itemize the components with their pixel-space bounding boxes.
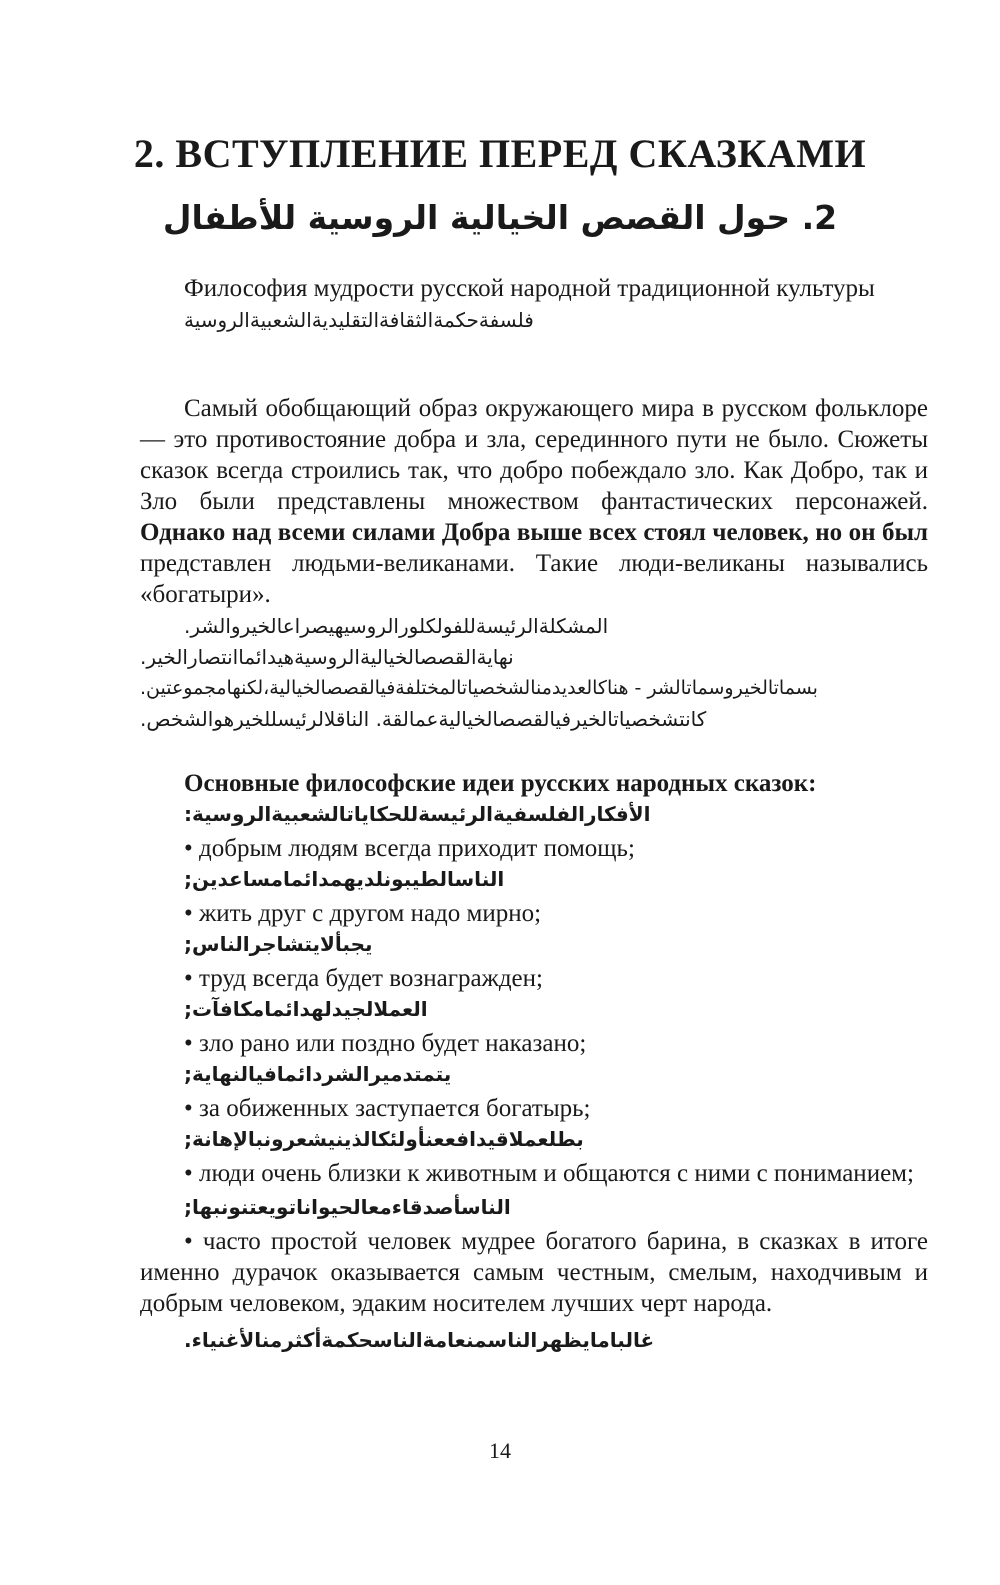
paragraph-arabic-block bbox=[140, 611, 928, 735]
idea-russian: • труд всегда будет вознагражден; bbox=[184, 965, 543, 992]
idea-russian: • жить друг с другом надо мирно; bbox=[184, 900, 542, 927]
paragraph-text-2: представлен людьми-великанами. Такие люди-великаны назывались «богатыри». bbox=[140, 550, 928, 608]
idea-arabic: يتمتدميرالشردائمافيالنهاية; bbox=[184, 1062, 452, 1086]
main-paragraph-russian bbox=[140, 393, 928, 610]
idea-russian: • за обиженных заступается богатырь; bbox=[184, 1095, 591, 1122]
chapter-title-russian: 2. ВСТУПЛЕНИЕ ПЕРЕД СКАЗКАМИ bbox=[133, 131, 867, 176]
idea-russian: • зло рано или поздно будет наказано; bbox=[184, 1030, 587, 1057]
paragraph-arabic-line-2: نهايةالقصصالخياليةالروسيةهيدائماانتصارالخير. bbox=[140, 645, 514, 669]
ideas-section bbox=[140, 768, 928, 1355]
section-title-block bbox=[140, 273, 928, 336]
ideas-heading-arabic: الأفكارالفلسفيةالرئيسةللحكاياتالشعبيةالروسية: bbox=[184, 802, 651, 826]
section-title-arabic: فلسفةحكمةالثقافةالتقليديةالشعبيةالروسية bbox=[184, 308, 534, 332]
idea-item-2 bbox=[140, 898, 928, 959]
paragraph-arabic-line-4: كانتشخصياتالخيرفيالقصصالخياليةعمالقة. الناقلالرئيسللخيرهوالشخص. bbox=[140, 707, 707, 731]
idea-russian: • добрым людям всегда приходит помощь; bbox=[184, 835, 635, 862]
idea-item-7 bbox=[140, 1226, 928, 1355]
idea-arabic: غالبامايظهرالناسمنعامةالناسحكمةأكثرمنالأغنياء. bbox=[184, 1328, 655, 1352]
page-number: 14 bbox=[489, 1438, 511, 1463]
idea-arabic: بطلعملاقيدافععنأولئكالذينيشعرونبالإهانة; bbox=[184, 1127, 584, 1151]
idea-russian: • люди очень близки к животным и общаются с ними с пониманием; bbox=[184, 1160, 914, 1187]
idea-item-3 bbox=[140, 963, 928, 1024]
idea-arabic: العملالجيدلهدائمامكافآت; bbox=[184, 997, 428, 1021]
paragraph-text-1: Самый обобщающий образ окружающего мира в русском фольклоре — это противостояние добра и зла, серединного пути не было. Сюжеты сказок всегда строились так, что добро побеждало зло. Как Добро, так и Зло были представлены множеством фантастических персонажей. bbox=[140, 395, 928, 515]
section-title-russian: Философия мудрости русской народной традиционной культуры bbox=[184, 275, 875, 302]
paragraph-bold-text: Однако над всеми силами Добра выше всех стоял человек, но он был bbox=[140, 519, 928, 546]
paragraph-arabic-line-3: بسماتالخيروسماتالشر - هناكالعديدمنالشخصياتالمختلفةفيالقصصالخيالية،لكنهامجموعتين. bbox=[140, 677, 818, 699]
main-paragraph-block bbox=[140, 393, 928, 610]
idea-item-4 bbox=[140, 1028, 928, 1089]
idea-item-6 bbox=[140, 1158, 928, 1222]
idea-arabic: يجبألايتشاجرالناس; bbox=[184, 932, 373, 956]
idea-item-5 bbox=[140, 1093, 928, 1154]
chapter-title-arabic: 2. حول القصص الخيالية الروسية للأطفال bbox=[162, 198, 838, 237]
ideas-heading-russian: Основные философские идеи русских народных сказок: bbox=[184, 770, 817, 797]
paragraph-arabic-line-1: المشكلةالرئيسةللفولكلورالروسيهيصراعالخيروالشر. bbox=[184, 614, 609, 638]
idea-arabic: الناسالطيبونلديهمدائمامساعدين; bbox=[184, 867, 505, 891]
idea-arabic: الناسأصدقاءمعالحيواناتويعتنونبها; bbox=[184, 1195, 511, 1219]
idea-russian: • часто простой человек мудрее богатого барина, в сказках в итоге именно дурачок оказывается самым честным, смелым, находчивым и добрым человеком, эдаким носителем лучших черт народа. bbox=[140, 1228, 928, 1317]
idea-item-1 bbox=[140, 833, 928, 894]
